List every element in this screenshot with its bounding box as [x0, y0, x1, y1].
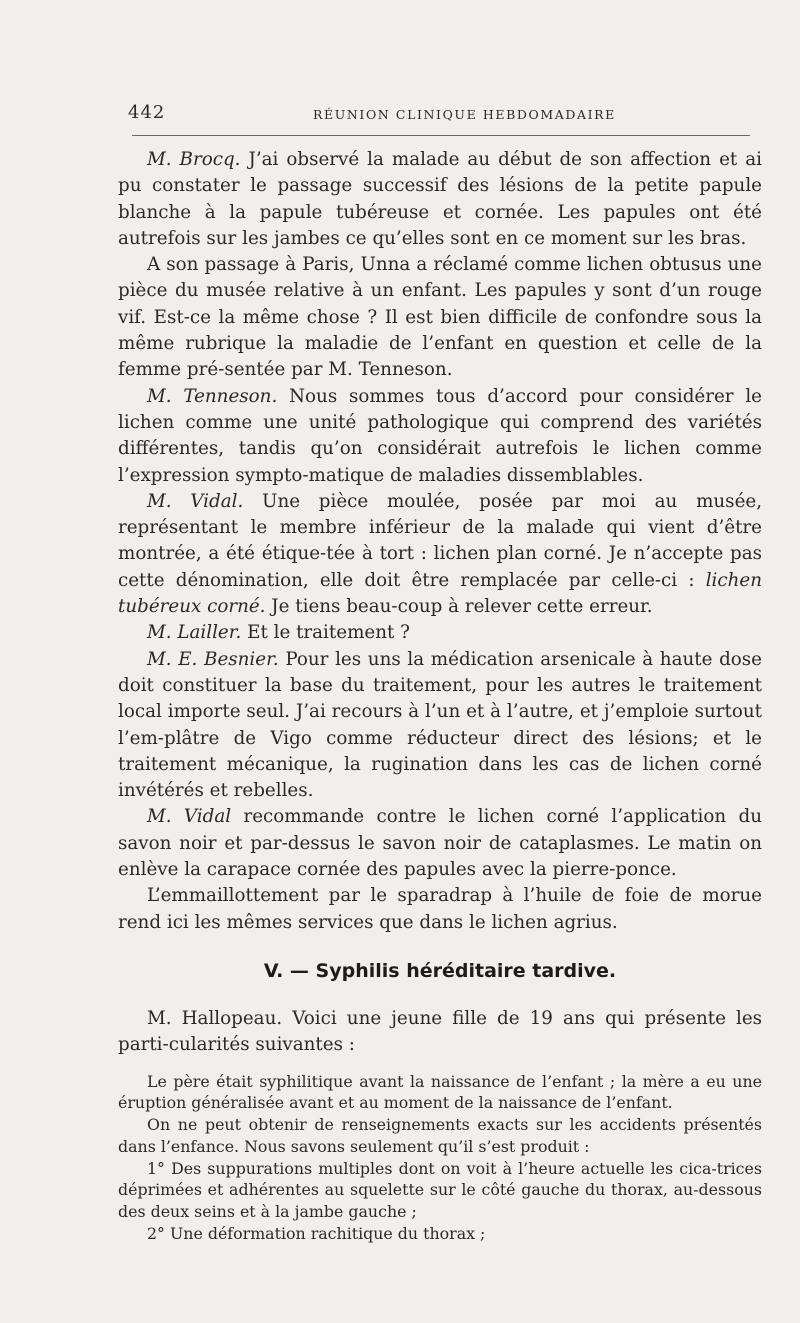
- small-paragraph: On ne peut obtenir de renseignements exacts sur les accidents présentés dans l’enfance. Nous savons seulement qu’il s’est produit :: [118, 1115, 762, 1156]
- speaker-lailler: M. Lailler.: [147, 622, 242, 644]
- paragraph-text: Et le traitement ?: [247, 622, 410, 644]
- header-rule: [132, 135, 750, 136]
- paragraph-emmaillottement: [118, 883, 762, 936]
- paragraph-text: L’emmaillottement par le sparadrap à l’huile de foie de morue rend ici les mêmes services que dans le lichen agrius.: [118, 885, 762, 933]
- paragraph-text: recommande contre le lichen corné l’application du savon noir et par-dessus le savon noir de cataplasmes. Le matin on enlève la carapace cornée des papules avec la pierre-ponce.: [118, 806, 762, 881]
- paragraph-hallopeau: [118, 1006, 762, 1059]
- body-text: [118, 147, 762, 1245]
- paragraph-vidal: [118, 489, 762, 620]
- paragraph-vidal-recommendation: [118, 804, 762, 883]
- speaker-besnier: M. E. Besnier.: [147, 648, 279, 670]
- speaker-vidal: M. Vidal.: [147, 490, 244, 512]
- speaker-tenneson: M. Tenneson.: [147, 385, 278, 407]
- section-heading: V. — Syphilis héréditaire tardive.: [263, 959, 617, 982]
- emphasis-term: lichen tubéreux corné.: [118, 569, 762, 618]
- running-title: RÉUNION CLINIQUE HEBDOMADAIRE: [313, 107, 616, 122]
- speaker-vidal: M. Vidal: [147, 806, 232, 828]
- speaker-hallopeau: M. Hallopeau.: [147, 1007, 283, 1029]
- paragraph-lailler: [118, 620, 762, 646]
- paragraph-text: Je tiens beau-coup à relever cette erreur.: [271, 596, 653, 618]
- paragraph-besnier: [118, 647, 762, 805]
- paragraph-text: Voici une jeune fille de 19 ans qui présente les parti-cularités suivantes :: [118, 1007, 763, 1056]
- paragraph-brocq: [118, 147, 762, 252]
- paragraph-text: Une pièce moulée, posée par moi au musée, représentant le membre inférieur de la malade qui vient d’être montrée, a été étique-tée à tort : lichen plan corné. Je n’accepte pas cette dénomination, elle doit être remplacée par celle-ci :: [118, 490, 763, 591]
- small-paragraph: 1° Des suppurations multiples dont on voit à l’heure actuelle les cica-trices déprimées et adhérentes au squelette sur le côté gauche du thorax, au-dessous des deux seins et à la jambe gauche ;: [118, 1158, 762, 1222]
- small-paragraph: 2° Une déformation rachitique du thorax ;: [147, 1224, 486, 1244]
- speaker-brocq: M. Brocq.: [147, 149, 241, 170]
- page-number: 442: [128, 102, 166, 123]
- paragraph-text: J’ai observé la malade au début de son affection et ai pu constater le passage successif des lésions de la petite papule blanche à la papule tubéreuse et cornée. Les papules ont été autrefois sur les jambes ce qu’elles sont en ce moment sur les bras.: [118, 149, 762, 249]
- paragraph-text: Pour les uns la médication arsenicale à haute dose doit constituer la base du traitement, pour les autres le traitement local importe seul. J’ai recours à l’un et à l’autre, et j’emploie surtout l’em-plâtre de Vigo comme réducteur direct des lésions; et le traitement mécanique, la rugination dans les cas de lichen corné invétérés et rebelles.: [118, 648, 762, 802]
- page-header: [128, 102, 750, 126]
- paragraph-tenneson: [118, 384, 762, 489]
- paragraph-text: A son passage à Paris, Unna a réclamé comme lichen obtusus une pièce du musée relative à un enfant. Les papules y sont d’un rouge vif. Est-ce la même chose ? Il est bien difficile de confondre sous la même rubrique la maladie de l’enfant en question et celle de la femme pré-sentée par M. Tenneson.: [118, 254, 762, 381]
- small-paragraph: Le père était syphilitique avant la naissance de l’enfant ; la mère a eu une éruption généralisée avant et au moment de la naissance de l’enfant.: [118, 1071, 762, 1113]
- paragraph-unna: [118, 252, 762, 383]
- paragraph-text: Nous sommes tous d’accord pour considérer le lichen comme une unité pathologique qui comprend des variétés différentes, tandis qu’on considérait autrefois le lichen comme l’expression sympto-matique de maladies dissemblables.: [118, 385, 762, 486]
